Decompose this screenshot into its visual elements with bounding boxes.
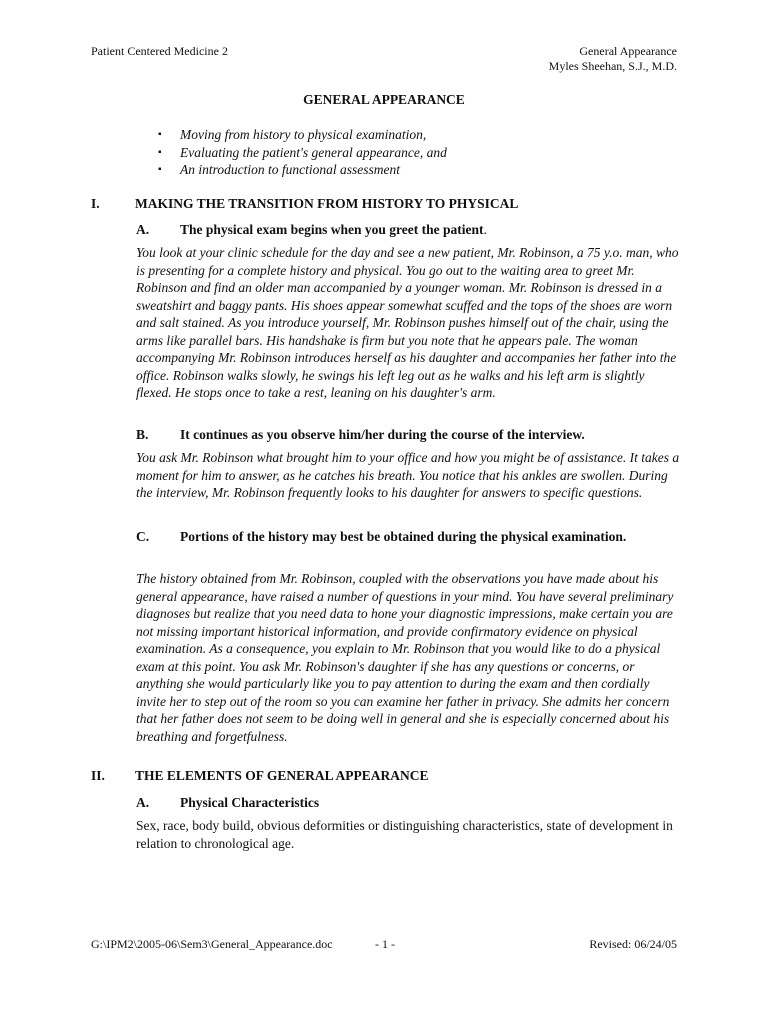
subsection-title: Physical Characteristics <box>180 795 320 810</box>
footer-file-path: G:\IPM2\2005-06\Sem3\General_Appearance.doc <box>91 937 333 951</box>
subsection-letter: A. <box>136 795 150 810</box>
square-bullet-icon: ▪ <box>158 146 162 158</box>
square-bullet-icon: ▪ <box>158 164 162 175</box>
section-heading-1 <box>91 195 518 213</box>
subsection-heading-1b <box>136 426 676 444</box>
subsection-letter: C. <box>136 529 150 544</box>
section-title: MAKING THE TRANSITION FROM HISTORY TO PHYSICAL <box>135 196 519 211</box>
header-topic: General Appearance <box>579 44 677 58</box>
section-number: I. <box>91 196 100 211</box>
list-item: ▪ An introduction to functional assessment <box>158 162 400 177</box>
subsection-letter: B. <box>136 427 149 442</box>
section-number: II. <box>91 768 105 783</box>
case-paragraph-1c: The history obtained from Mr. Robinson, coupled with the observations you have made about his general appearance, have raised a number of questions in your mind. You have several preliminary diagnoses but realize that you need data to hone your diagnostic impressions, make certain you are not missing important historical information, and provide confirmatory evidence on physical examination. As a consequence, you explain to Mr. Robinson that you would like to do a physical exam at this point. You ask Mr. Robinson's daughter if she has any questions or concerns, or anything she would particularly like you to pay attention to during the exam and then cordially invite her to step out of the room so you can examine her father in privacy. She admits her concern that her father does not seem to be doing well in general and she is especially concerned about his breathing and forgetfulness. <box>136 571 674 744</box>
objectives-list <box>158 126 447 179</box>
header-author: Myles Sheehan, S.J., M.D. <box>548 59 677 73</box>
case-paragraph-1a: You look at your clinic schedule for the day and see a new patient, Mr. Robinson, a 75 y.o. man, who is presenting for a complete history and physical. You go out to the waiting area to greet Mr. Robinson and find an older man accompanied by a younger woman. Mr. Robinson is dressed in a sweatshirt and baggy pants. His shoes appear somewhat scuffed and the tops of the shoes are worn and salt stained. As you introduce yourself, Mr. Robinson pushes himself out of the chair, using the arms like parallel bars. His handshake is firm but you note that he appears pale. The woman accompanying Mr. Robinson introduces herself as his daughter and accompanies her father into the office. Robinson walks slowly, he swings his left leg out as he walks and his left arm is slightly flexed. He stops once to take a rest, leaning on his daughter's arm. <box>136 245 679 400</box>
page-title: GENERAL APPEARANCE <box>303 92 465 107</box>
list-item: ▪ Evaluating the patient's general appearance, and <box>158 144 447 160</box>
subsection-title: The physical exam begins when you greet the patient. <box>180 222 487 237</box>
square-bullet-icon: ▪ <box>158 129 162 140</box>
list-item: ▪ Moving from history to physical examination, <box>158 127 427 142</box>
subsection-heading-2a <box>136 794 676 812</box>
subsection-letter: A. <box>136 222 150 237</box>
subsection-heading-1c <box>136 528 676 546</box>
case-paragraph-1b: You ask Mr. Robinson what brought him to your office and how you might be of assistance. It takes a moment for him to answer, as he catches his breath. You notice that his ankles are swollen. During the interview, Mr. Robinson frequently looks to his daughter for answers to specific questions. <box>136 450 680 500</box>
section-title: THE ELEMENTS OF GENERAL APPEARANCE <box>135 768 429 783</box>
section-heading-2 <box>91 767 429 785</box>
header-course: Patient Centered Medicine 2 <box>91 44 228 58</box>
header-info <box>549 44 677 74</box>
subsection-title: It continues as you observe him/her during the course of the interview. <box>180 427 585 442</box>
footer-page-number: - 1 - <box>375 937 395 951</box>
subsection-title: Portions of the history may best be obtained during the physical examination. <box>180 529 627 544</box>
subsection-heading-1a <box>136 221 676 239</box>
body-paragraph-2a: Sex, race, body build, obvious deformities or distinguishing characteristics, state of development in relation to chronological age. <box>136 818 673 851</box>
footer-revised-date: Revised: 06/24/05 <box>589 937 677 951</box>
